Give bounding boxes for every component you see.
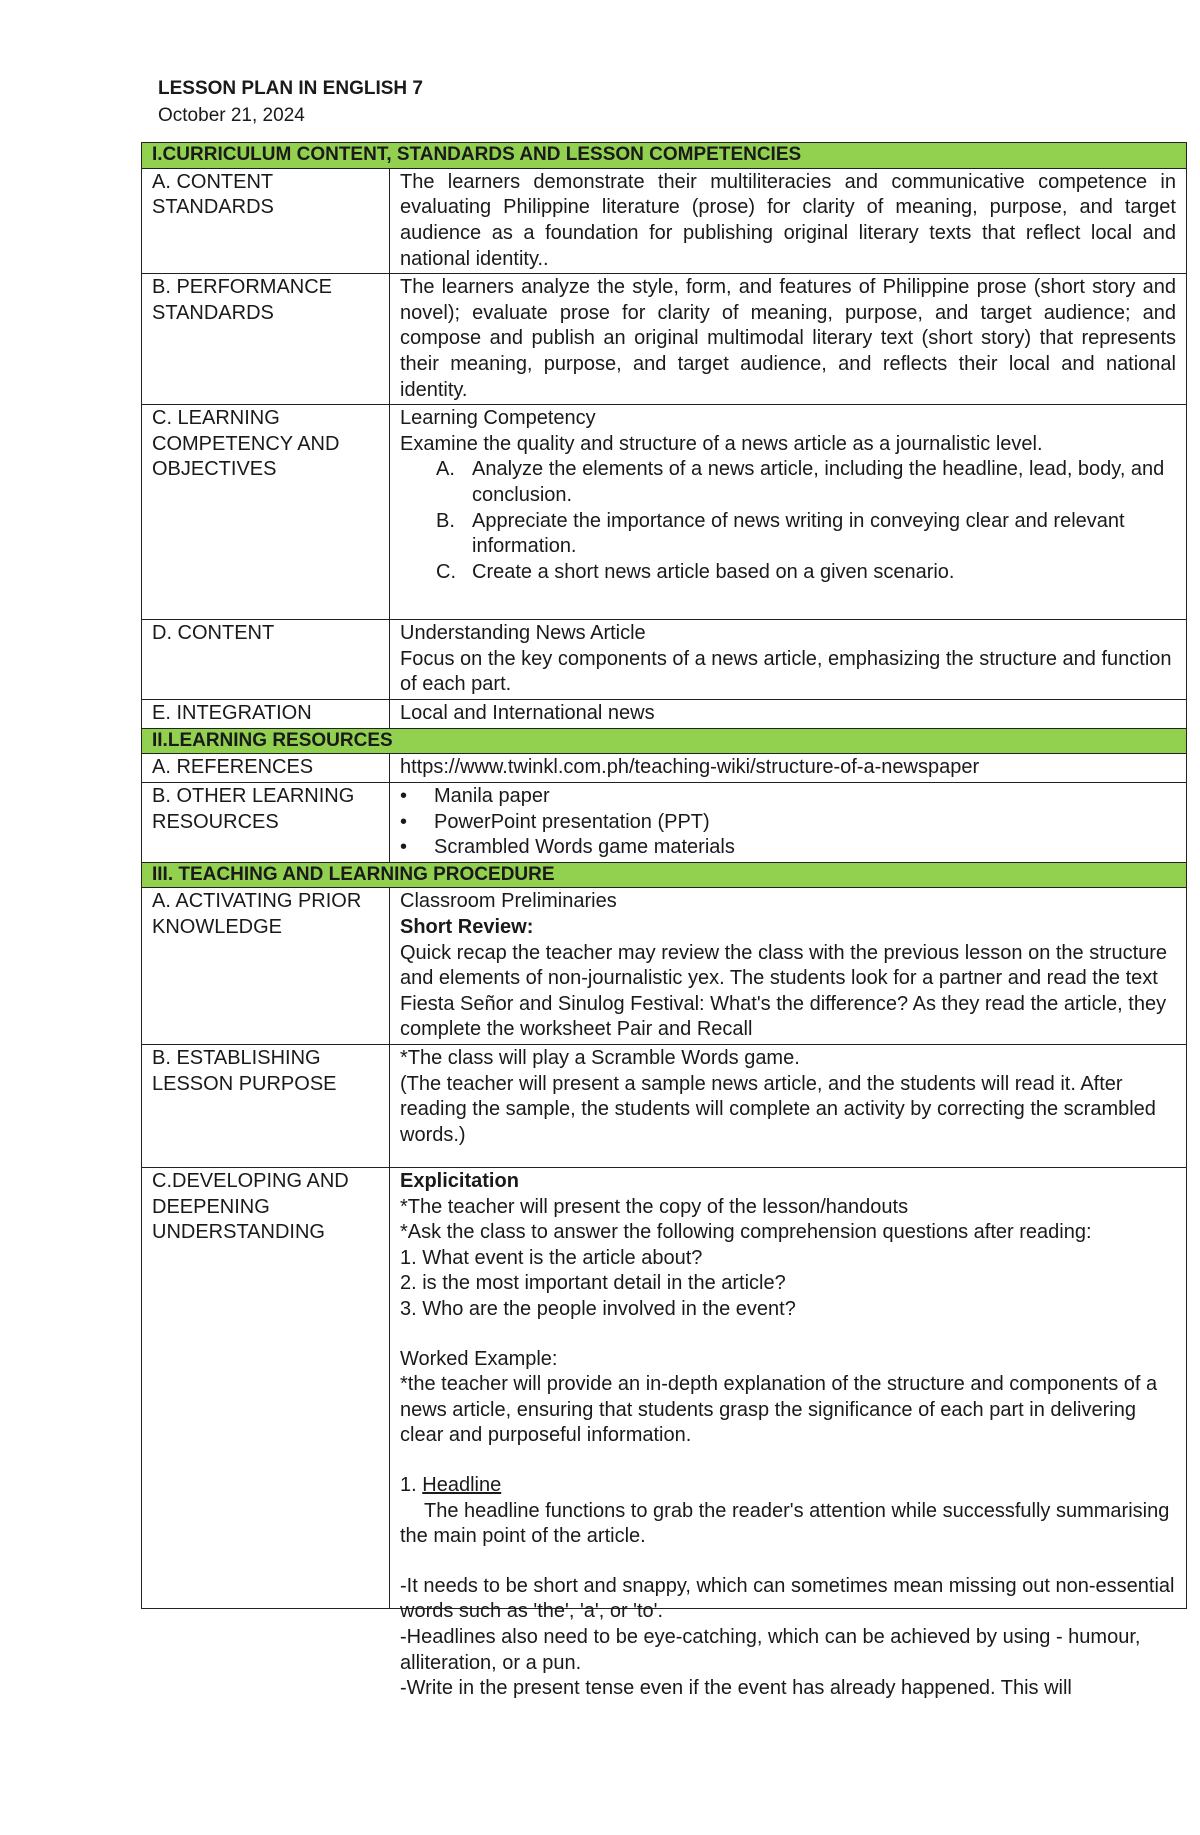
explicitation-heading: Explicitation — [400, 1170, 519, 1193]
table-row — [142, 754, 1187, 783]
content-cell — [390, 620, 1187, 700]
question-item: 3. Who are the people involved in the event? — [400, 1298, 796, 1321]
short-review-heading: Short Review: — [400, 916, 534, 939]
row-label: A. ACTIVATING PRIOR KNOWLEDGE — [142, 888, 390, 1045]
headline-tip: -It needs to be short and snappy, which can sometimes mean missing out non-essential words such as 'the', 'a', or 'to'. — [400, 1574, 1175, 1623]
spacer — [400, 1550, 1176, 1574]
developing-cell — [390, 1168, 1187, 1700]
headline-item — [400, 1473, 1176, 1499]
spacer — [400, 1449, 1176, 1473]
table-row — [142, 274, 1187, 405]
objective-text: Appreciate the importance of news writing in conveying clear and relevant information. — [472, 509, 1125, 558]
reference-link[interactable]: https://www.twinkl.com.ph/teaching-wiki/structure-of-a-newspaper — [390, 754, 1187, 783]
section-title: II.LEARNING RESOURCES — [142, 728, 1187, 754]
row-label: B. PERFORMANCE STANDARDS — [142, 274, 390, 405]
table-row — [142, 888, 1187, 1045]
worked-example-text: *the teacher will provide an in-depth explanation of the structure and components of a news article, ensuring that students grasp the significance of each part in delivering clear and purposeful information. — [400, 1373, 1158, 1447]
establishing-line1: *The class will play a Scramble Words game. — [400, 1047, 800, 1070]
section-title: III. TEACHING AND LEARNING PROCEDURE — [142, 862, 1187, 888]
table-row — [142, 1045, 1187, 1168]
row-label: B. OTHER LEARNING RESOURCES — [142, 782, 390, 862]
establishing-cell — [390, 1045, 1187, 1168]
row-label: D. CONTENT — [142, 620, 390, 700]
headline-tip: -Headlines also need to be eye-catching, which can be achieved by using - humour, alliteration, or a pun. — [400, 1625, 1141, 1674]
table-row — [142, 782, 1187, 862]
developing-content — [400, 1169, 1176, 1700]
resources-cell — [390, 782, 1187, 862]
section-header-resources — [142, 728, 1187, 754]
establishing-text: (The teacher will present a sample news article, and the students will read it. After reading the sample, the students will complete an activity by correcting the scrambled words.) — [400, 1072, 1156, 1146]
activating-cell — [390, 888, 1187, 1045]
list-item: • PowerPoint presentation (PPT) — [434, 810, 1176, 836]
table-row — [142, 699, 1187, 728]
row-label: C. LEARNING COMPETENCY AND OBJECTIVES — [142, 405, 390, 620]
integration-text: Local and International news — [390, 699, 1187, 728]
lesson-plan-table — [141, 142, 1187, 1700]
developing-line2: *Ask the class to answer the following comprehension questions after reading: — [400, 1221, 1092, 1244]
worked-example-heading: Worked Example: — [400, 1347, 558, 1370]
list-marker: B. — [436, 509, 455, 532]
section-header-procedure — [142, 862, 1187, 888]
headline-label: Headline — [422, 1473, 502, 1496]
list-item: • Scrambled Words game materials — [434, 835, 1176, 861]
table-row — [142, 405, 1187, 620]
content-title: Understanding News Article — [400, 622, 646, 645]
document-title: LESSON PLAN IN ENGLISH 7 — [158, 78, 423, 99]
row-label: A. CONTENT STANDARDS — [142, 168, 390, 273]
competency-cell — [390, 405, 1187, 620]
table-row — [142, 620, 1187, 700]
content-standards-text: The learners demonstrate their multiliteracies and communicative competence in evaluating Philippine literature (prose) for clarity of meaning, purpose, and target audience as a foundation for publishing original literary texts that reflect local and national identity.. — [390, 168, 1187, 273]
section-title: I.CURRICULUM CONTENT, STANDARDS AND LESSON COMPETENCIES — [142, 143, 1187, 169]
row-label: E. INTEGRATION — [142, 699, 390, 728]
list-item — [436, 509, 1176, 560]
content-text: Focus on the key components of a news article, emphasizing the structure and function of each part. — [400, 647, 1172, 696]
objectives-list — [400, 457, 1176, 585]
headline-description: The headline functions to grab the reader's attention while successfully summarising the main point of the article. — [400, 1499, 1170, 1548]
developing-line1: *The teacher will present the copy of the lesson/handouts — [400, 1195, 909, 1218]
list-item — [436, 457, 1176, 508]
question-item: 1. What event is the article about? — [400, 1246, 703, 1269]
list-marker: A. — [436, 458, 455, 481]
document-date: October 21, 2024 — [158, 105, 305, 126]
headline-number: 1. — [400, 1473, 423, 1496]
question-item: 2. is the most important detail in the article? — [400, 1272, 786, 1295]
list-item — [436, 560, 1176, 586]
resources-list — [400, 784, 1176, 861]
activating-text: Quick recap the teacher may review the class with the previous lesson on the structure and elements of non-journalistic yex. The students look for a partner and read the text Fiesta Señor and Sinulog Festival: What's the difference? As they read the article, they complete the worksheet Pair and Recall — [400, 941, 1168, 1041]
table-row — [142, 168, 1187, 273]
row-label: A. REFERENCES — [142, 754, 390, 783]
activating-line1: Classroom Preliminaries — [400, 890, 617, 913]
competency-intro: Examine the quality and structure of a news article as a journalistic level. — [400, 432, 1043, 455]
section-header-curriculum — [142, 143, 1187, 169]
table-row — [142, 1168, 1187, 1609]
objective-text: Create a short news article based on a given scenario. — [472, 560, 955, 583]
row-label: C.DEVELOPING AND DEEPENING UNDERSTANDING — [142, 1168, 390, 1609]
competency-heading: Learning Competency — [400, 407, 596, 430]
headline-tip: -Write in the present tense even if the event has already happened. This will — [400, 1677, 1072, 1700]
spacer — [400, 1323, 1176, 1347]
objective-text: Analyze the elements of a news article, including the headline, lead, body, and conclusion. — [472, 458, 1165, 506]
list-item: • Manila paper — [434, 784, 1176, 810]
row-label: B. ESTABLISHING LESSON PURPOSE — [142, 1045, 390, 1168]
list-marker: C. — [436, 560, 456, 583]
performance-standards-text: The learners analyze the style, form, and features of Philippine prose (short story and novel); evaluate prose for clarity of meaning, purpose, and target audience; and compose and publish an original multimodal literary text (short story) that represents their meaning, purpose, and target audience, and reflects their local and national identity. — [390, 274, 1187, 405]
